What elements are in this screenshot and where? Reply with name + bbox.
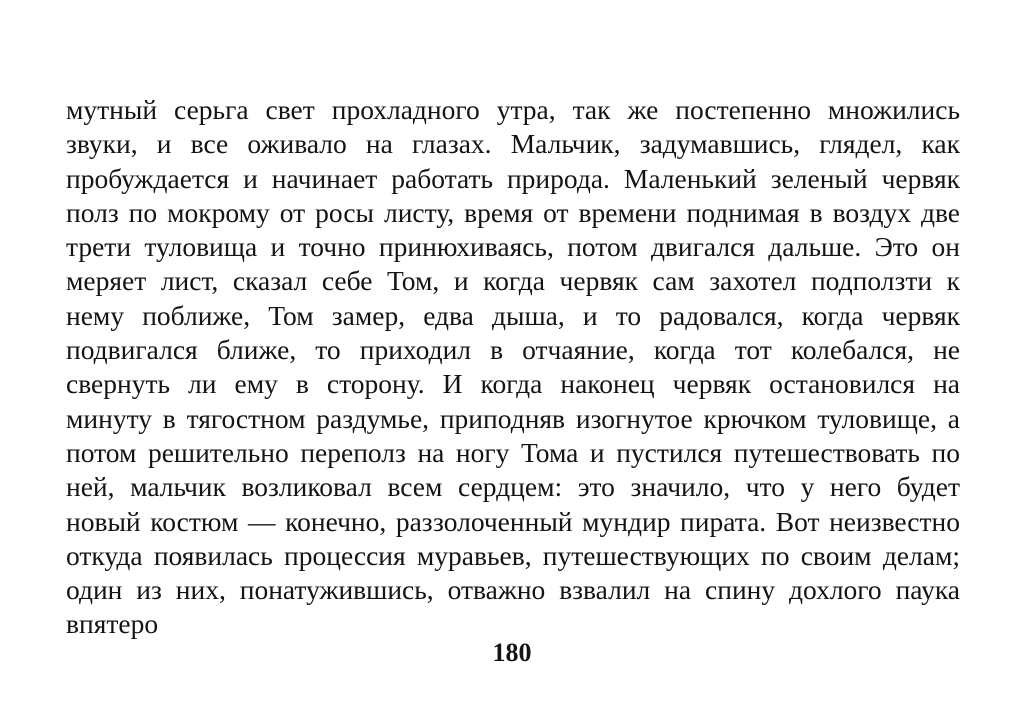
text-line: нему поближе, Том замер, едва дыша, и то радовался, когда червяк bbox=[66, 299, 960, 331]
text-line: минуту в тягостном раздумье, приподняв изогнутое крючком туловище, а bbox=[66, 402, 960, 434]
body-text bbox=[66, 93, 960, 642]
text-line: впятеро bbox=[66, 608, 159, 640]
text-line: меряет лист, сказал себе Том, и когда червяк сам захотел подползти к bbox=[66, 265, 960, 297]
text-line: один из них, понатужившись, отважно взвалил на спину дохлого паука bbox=[66, 574, 960, 606]
text-line: ней, мальчик возликовал всем сердцем: это значило, что у него будет bbox=[66, 471, 960, 503]
text-line: потом решительно переполз на ногу Тома и пустился путешествовать по bbox=[66, 436, 960, 468]
text-line: откуда появилась процессия муравьев, путешествующих по своим делам; bbox=[66, 539, 960, 571]
text-line: пробуждается и начинает работать природа. Маленький зеленый червяк bbox=[66, 162, 960, 194]
text-line: свернуть ли ему в сторону. И когда наконец червяк остановился на bbox=[66, 368, 960, 400]
text-line: трети туловища и точно принюхиваясь, потом двигался дальше. Это он bbox=[66, 231, 960, 263]
text-line: звуки, и все оживало на глазах. Мальчик, задумавшись, глядел, как bbox=[66, 128, 960, 160]
text-line: новый костюм — конечно, раззолоченный мундир пирата. Вот неизвестно bbox=[66, 505, 960, 537]
text-line: подвигался ближе, то приходил в отчаяние, когда тот колебался, не bbox=[66, 334, 960, 366]
text-line: полз по мокрому от росы листу, время от времени поднимая в воздух две bbox=[66, 196, 960, 228]
text-line: мутный серьга свет прохладного утра, так же постепенно множились bbox=[66, 94, 960, 125]
page-number: 180 bbox=[492, 638, 532, 667]
